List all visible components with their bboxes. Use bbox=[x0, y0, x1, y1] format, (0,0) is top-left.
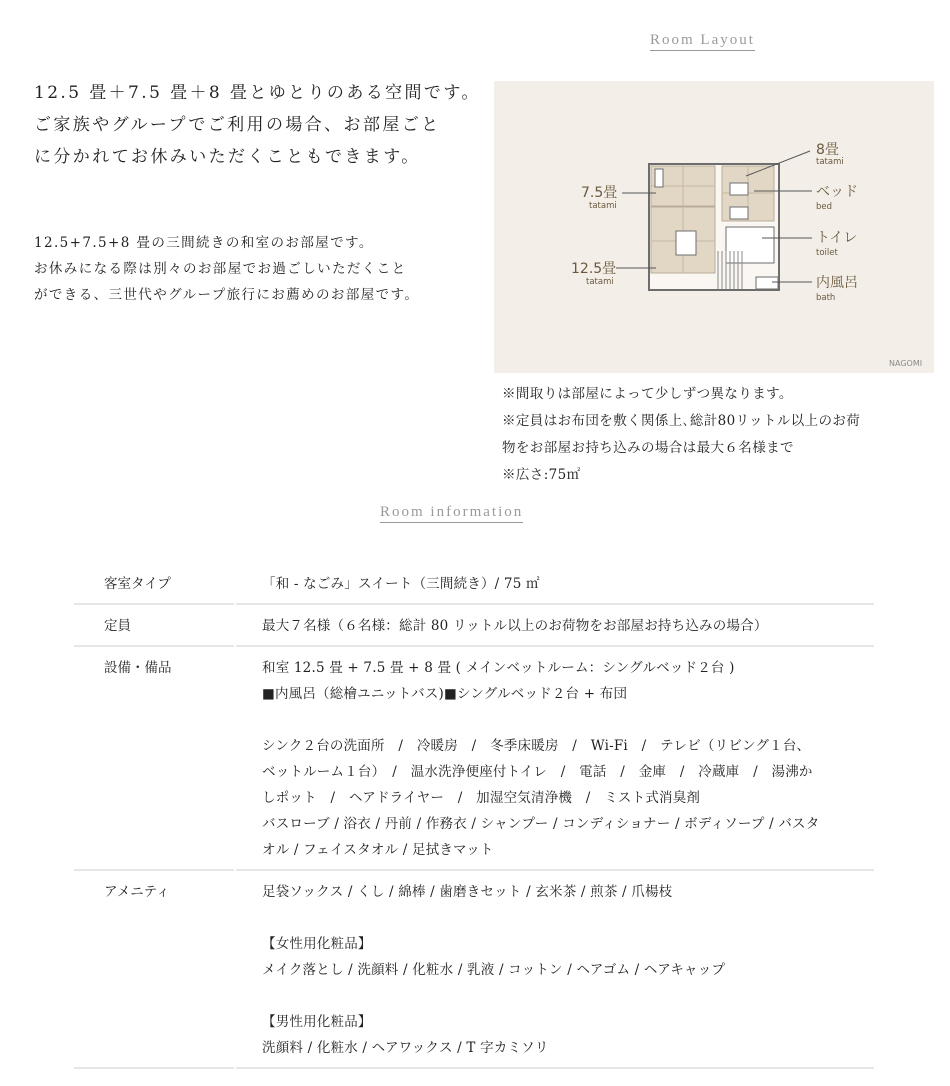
note-line: ※定員はお布団を敷く関係上､総計80リットル以上のお荷 bbox=[502, 413, 861, 429]
lead-line: に分かれてお休みいただくこともできます。 bbox=[34, 147, 421, 167]
label-75-tatami: 7.5畳 bbox=[581, 185, 618, 201]
label-bed-sub: bed bbox=[816, 202, 833, 212]
equipment-line: ■内風呂（総檜ユニットバス)■シングルベッド２台 + 布団 bbox=[262, 686, 628, 702]
brand-nagomi: NAGOMI bbox=[889, 359, 923, 368]
equipment-line: 和室 12.5 畳 + 7.5 畳 + 8 畳 ( メインベットルーム：シングルベッド２台 ) bbox=[262, 660, 735, 676]
room-type-value: 「和 - なごみ」スイート（三間続き）/ 75 ㎡ bbox=[262, 576, 540, 592]
equipment-line bbox=[262, 707, 874, 733]
room-information-heading: Room information bbox=[380, 503, 523, 523]
lead-text bbox=[34, 77, 494, 173]
amenity-line bbox=[262, 905, 874, 931]
description-line: お休みになる際は別々のお部屋でお過ごしいただくこと bbox=[34, 261, 407, 277]
plan-bed-2 bbox=[730, 207, 748, 219]
label-bath: 内風呂 bbox=[816, 275, 858, 291]
note-line: ※間取りは部屋によって少しずつ異なります。 bbox=[502, 386, 793, 402]
equipment-line: ベットルーム１台） / 温水洗浄便座付トイレ / 電話 / 金庫 / 冷蔵庫 / 湯沸か bbox=[262, 764, 813, 780]
label-8-tatami-sub: tatami bbox=[816, 157, 844, 167]
amenity-line: 【女性用化粧品】 bbox=[262, 936, 372, 952]
equipment-line: バスローブ / 浴衣 / 丹前 / 作務衣 / シャンプー / コンディショナー / ボディソープ / バスタ bbox=[262, 816, 820, 832]
label-125-tatami-sub: tatami bbox=[586, 277, 614, 287]
label-75-tatami-sub: tatami bbox=[589, 201, 617, 211]
plan-stairs bbox=[718, 251, 742, 289]
note-line: 物をお部屋お持ち込みの場合は最大６名様まで bbox=[502, 440, 794, 456]
label-8-tatami: 8畳 bbox=[816, 142, 839, 158]
row-label bbox=[74, 563, 234, 605]
equipment-line: しポット / ヘアドライヤー / 加湿空気清浄機 / ミスト式消臭剤 bbox=[262, 790, 701, 806]
room-info-table bbox=[74, 563, 874, 1069]
lead-line: 12.5 畳＋7.5 畳＋8 畳とゆとりのある空間です。 bbox=[34, 83, 481, 103]
label-toilet: トイレ bbox=[816, 230, 858, 246]
table-row-capacity bbox=[74, 605, 874, 647]
capacity-value: 最大７名様（６名様：総計 80 リットル以上のお荷物をお部屋お持ち込みの場合） bbox=[262, 618, 768, 634]
row-value bbox=[236, 647, 874, 871]
label-toilet-sub: toilet bbox=[816, 248, 838, 258]
row-label bbox=[74, 871, 234, 1069]
note-line: ※広さ:75㎡ bbox=[502, 467, 581, 483]
amenity-line: 洗顔料 / 化粧水 / ヘアワックス / T 字カミソリ bbox=[262, 1040, 549, 1056]
table-row-amenity bbox=[74, 871, 874, 1069]
amenity-label: アメニティ bbox=[104, 884, 170, 900]
equipment-line: シンク２台の洗面所 / 冷暖房 / 冬季床暖房 / Wi-Fi / テレビ（リビング１台、 bbox=[262, 738, 811, 754]
label-bed: ベッド bbox=[816, 184, 858, 200]
equipment-line: オル / フェイスタオル / 足拭きマット bbox=[262, 842, 494, 858]
room-description bbox=[34, 230, 494, 308]
room-layout-heading: Room Layout bbox=[650, 31, 755, 51]
floor-plan-notes bbox=[502, 381, 912, 489]
floor-plan-image bbox=[494, 81, 934, 373]
amenity-line bbox=[262, 983, 874, 1009]
amenity-line: メイク落とし / 洗顔料 / 化粧水 / 乳液 / コットン / ヘアゴム / ヘアキャップ bbox=[262, 962, 726, 978]
equipment-label: 設備・備品 bbox=[104, 660, 172, 676]
description-line: ができる、三世代やグループ旅行にお薦めのお部屋です。 bbox=[34, 287, 420, 303]
row-label bbox=[74, 647, 234, 871]
row-value bbox=[236, 605, 874, 647]
plan-toilet-area bbox=[726, 227, 774, 263]
table-row-room-type bbox=[74, 563, 874, 605]
plan-sofa bbox=[655, 169, 663, 187]
label-125-tatami: 12.5畳 bbox=[571, 261, 617, 277]
table-row-equipment bbox=[74, 647, 874, 871]
capacity-label: 定員 bbox=[104, 618, 131, 634]
floor-plan-drawing bbox=[494, 81, 934, 373]
plan-table bbox=[676, 231, 696, 255]
plan-bed-1 bbox=[730, 183, 748, 195]
amenity-line: 【男性用化粧品】 bbox=[262, 1014, 372, 1030]
row-value bbox=[236, 563, 874, 605]
plan-bath-area bbox=[756, 277, 778, 289]
lead-line: ご家族やグループでご利用の場合、お部屋ごと bbox=[34, 115, 441, 135]
row-label bbox=[74, 605, 234, 647]
row-value bbox=[236, 871, 874, 1069]
description-line: 12.5+7.5+8 畳の三間続きの和室のお部屋です。 bbox=[34, 235, 374, 251]
room-type-label: 客室タイプ bbox=[104, 576, 171, 592]
label-bath-sub: bath bbox=[816, 293, 836, 303]
amenity-line: 足袋ソックス / くし / 綿棒 / 歯磨きセット / 玄米茶 / 煎茶 / 爪楊枝 bbox=[262, 884, 673, 900]
